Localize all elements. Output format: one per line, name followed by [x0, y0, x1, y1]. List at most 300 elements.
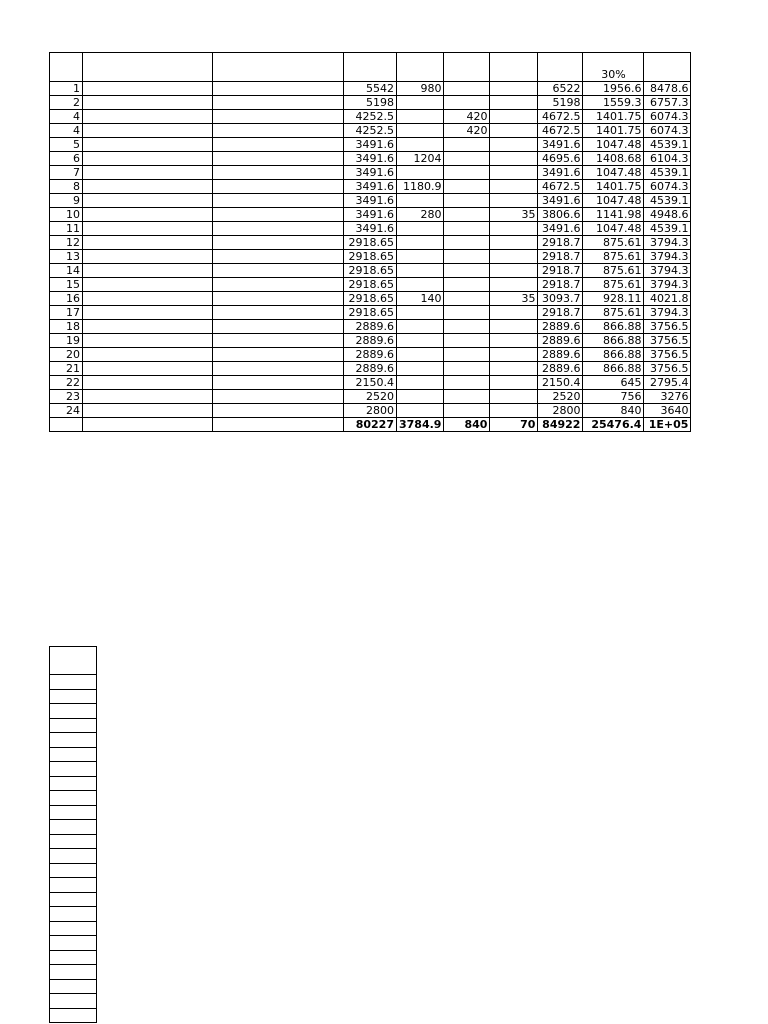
employee-name [83, 292, 213, 306]
signature-row [50, 762, 97, 777]
signature-row [50, 979, 97, 994]
signature-row [50, 965, 97, 980]
table-row [50, 390, 691, 404]
thirty-percent: 1047.48 [583, 222, 644, 236]
signature-row [50, 878, 97, 893]
totals-30-percent: 25476.4 [583, 418, 644, 432]
allowance-a [397, 320, 444, 334]
allowance-c [490, 250, 538, 264]
table-row [50, 292, 691, 306]
allowance-a [397, 376, 444, 390]
row-number: 21 [50, 362, 83, 376]
allowance-b [444, 348, 490, 362]
row-number: 1 [50, 82, 83, 96]
allowance-b [444, 306, 490, 320]
table-row [50, 222, 691, 236]
allowance-a [397, 306, 444, 320]
signature-cell [50, 820, 97, 835]
table-row [50, 194, 691, 208]
thirty-percent: 875.61 [583, 264, 644, 278]
row-number: 12 [50, 236, 83, 250]
grand-total: 4539.1 [644, 194, 691, 208]
job-position [213, 236, 344, 250]
grand-total: 8478.6 [644, 82, 691, 96]
total-amount: 2800 [538, 404, 583, 418]
table-row [50, 278, 691, 292]
table-row [50, 96, 691, 110]
employee-name [83, 152, 213, 166]
allowance-a [397, 362, 444, 376]
employee-name [83, 208, 213, 222]
table-row [50, 348, 691, 362]
employee-name [83, 222, 213, 236]
allowance-c [490, 166, 538, 180]
employee-name [83, 334, 213, 348]
total-amount: 3491.6 [538, 222, 583, 236]
grand-total: 3794.3 [644, 306, 691, 320]
thirty-percent: 1047.48 [583, 194, 644, 208]
basic-salary: 4252.5 [344, 124, 397, 138]
signature-row [50, 747, 97, 762]
row-number: 9 [50, 194, 83, 208]
total-amount: 2918.7 [538, 264, 583, 278]
total-amount: 2918.7 [538, 236, 583, 250]
header-row [50, 53, 691, 82]
job-position [213, 208, 344, 222]
allowance-a [397, 334, 444, 348]
job-position [213, 292, 344, 306]
employee-name [83, 166, 213, 180]
table-row [50, 82, 691, 96]
grand-total: 4539.1 [644, 138, 691, 152]
thirty-percent: 1047.48 [583, 138, 644, 152]
grand-total: 6074.3 [644, 124, 691, 138]
allowance-b [444, 166, 490, 180]
table-row [50, 180, 691, 194]
allowance-b [444, 278, 490, 292]
basic-salary: 2918.65 [344, 306, 397, 320]
employee-name [83, 236, 213, 250]
job-position [213, 250, 344, 264]
signature-row [50, 718, 97, 733]
basic-salary: 2918.65 [344, 278, 397, 292]
payroll-table [49, 52, 691, 432]
table-row [50, 152, 691, 166]
table-row [50, 138, 691, 152]
basic-salary: 2889.6 [344, 320, 397, 334]
signature-row [50, 834, 97, 849]
allowance-b [444, 292, 490, 306]
job-position [213, 82, 344, 96]
grand-total: 3794.3 [644, 264, 691, 278]
allowance-c [490, 348, 538, 362]
row-number: 6 [50, 152, 83, 166]
signature-row [50, 791, 97, 806]
thirty-percent: 875.61 [583, 306, 644, 320]
signature-row [50, 776, 97, 791]
thirty-percent: 1141.98 [583, 208, 644, 222]
allowance-c [490, 404, 538, 418]
allowance-a [397, 138, 444, 152]
basic-salary: 3491.6 [344, 222, 397, 236]
basic-salary: 3491.6 [344, 208, 397, 222]
signature-row [50, 1008, 97, 1023]
grand-total: 3756.5 [644, 320, 691, 334]
row-number: 23 [50, 390, 83, 404]
header-allowance-b [444, 53, 490, 82]
signature-header-row [50, 647, 97, 675]
allowance-c [490, 222, 538, 236]
employee-name [83, 124, 213, 138]
header-number [50, 53, 83, 82]
totals-salary: 80227 [344, 418, 397, 432]
table-row [50, 362, 691, 376]
total-amount: 4672.5 [538, 124, 583, 138]
table-row [50, 320, 691, 334]
allowance-b [444, 82, 490, 96]
signature-cell [50, 733, 97, 748]
allowance-c [490, 306, 538, 320]
allowance-a: 980 [397, 82, 444, 96]
signature-cell [50, 936, 97, 951]
table-row [50, 376, 691, 390]
total-amount: 5198 [538, 96, 583, 110]
row-number: 14 [50, 264, 83, 278]
signature-row [50, 733, 97, 748]
job-position [213, 194, 344, 208]
employee-name [83, 404, 213, 418]
signature-cell [50, 965, 97, 980]
job-position [213, 404, 344, 418]
job-position [213, 124, 344, 138]
job-position [213, 278, 344, 292]
thirty-percent: 1401.75 [583, 110, 644, 124]
total-amount: 2918.7 [538, 250, 583, 264]
table-row [50, 166, 691, 180]
employee-name [83, 96, 213, 110]
allowance-a [397, 348, 444, 362]
signature-cell [50, 950, 97, 965]
header-30-percent: 30% [583, 53, 644, 82]
employee-name [83, 82, 213, 96]
total-amount: 3491.6 [538, 138, 583, 152]
employee-name [83, 138, 213, 152]
allowance-b [444, 138, 490, 152]
header-name [83, 53, 213, 82]
signature-cell [50, 689, 97, 704]
total-amount: 2889.6 [538, 362, 583, 376]
employee-name [83, 250, 213, 264]
basic-salary: 5542 [344, 82, 397, 96]
thirty-percent: 875.61 [583, 250, 644, 264]
signature-row [50, 892, 97, 907]
allowance-c [490, 264, 538, 278]
basic-salary: 5198 [344, 96, 397, 110]
total-amount: 3491.6 [538, 166, 583, 180]
signature-row [50, 849, 97, 864]
allowance-c: 35 [490, 208, 538, 222]
grand-total: 3640 [644, 404, 691, 418]
signature-cell [50, 834, 97, 849]
employee-name [83, 110, 213, 124]
signature-row [50, 936, 97, 951]
totals-row [50, 418, 691, 432]
basic-salary: 2150.4 [344, 376, 397, 390]
allowance-b [444, 264, 490, 278]
allowance-b [444, 152, 490, 166]
thirty-percent: 1047.48 [583, 166, 644, 180]
row-number: 19 [50, 334, 83, 348]
row-number: 16 [50, 292, 83, 306]
allowance-c [490, 376, 538, 390]
thirty-percent: 1408.68 [583, 152, 644, 166]
basic-salary: 3491.6 [344, 138, 397, 152]
signature-cell [50, 863, 97, 878]
grand-total: 3756.5 [644, 362, 691, 376]
table-row [50, 236, 691, 250]
signature-cell [50, 907, 97, 922]
basic-salary: 2889.6 [344, 334, 397, 348]
grand-total: 3276 [644, 390, 691, 404]
allowance-a: 140 [397, 292, 444, 306]
signature-cell [50, 704, 97, 719]
signature-table [49, 646, 97, 1023]
job-position [213, 110, 344, 124]
basic-salary: 4252.5 [344, 110, 397, 124]
table-row [50, 250, 691, 264]
allowance-c [490, 96, 538, 110]
allowance-b [444, 376, 490, 390]
basic-salary: 3491.6 [344, 152, 397, 166]
job-position [213, 264, 344, 278]
thirty-percent: 1559.3 [583, 96, 644, 110]
allowance-c [490, 82, 538, 96]
allowance-b [444, 390, 490, 404]
allowance-c [490, 278, 538, 292]
grand-total: 6074.3 [644, 110, 691, 124]
grand-total: 3756.5 [644, 334, 691, 348]
allowance-c [490, 152, 538, 166]
thirty-percent: 1956.6 [583, 82, 644, 96]
allowance-c [490, 124, 538, 138]
total-amount: 2918.7 [538, 306, 583, 320]
employee-name [83, 264, 213, 278]
totals-label [213, 418, 344, 432]
employee-name [83, 180, 213, 194]
total-amount: 4672.5 [538, 110, 583, 124]
basic-salary: 2520 [344, 390, 397, 404]
basic-salary: 3491.6 [344, 166, 397, 180]
thirty-percent: 840 [583, 404, 644, 418]
total-amount: 4672.5 [538, 180, 583, 194]
basic-salary: 2918.65 [344, 250, 397, 264]
allowance-b [444, 180, 490, 194]
total-amount: 3093.7 [538, 292, 583, 306]
signature-row [50, 921, 97, 936]
header-grand-total [644, 53, 691, 82]
allowance-b [444, 194, 490, 208]
signature-cell [50, 718, 97, 733]
totals-allowance-c: 70 [490, 418, 538, 432]
grand-total: 4948.6 [644, 208, 691, 222]
thirty-percent: 756 [583, 390, 644, 404]
thirty-percent: 875.61 [583, 236, 644, 250]
thirty-percent: 928.11 [583, 292, 644, 306]
total-amount: 3806.6 [538, 208, 583, 222]
signature-cell [50, 675, 97, 690]
signature-cell [50, 805, 97, 820]
allowance-c [490, 138, 538, 152]
total-amount: 2918.7 [538, 278, 583, 292]
basic-salary: 2918.65 [344, 264, 397, 278]
basic-salary: 2800 [344, 404, 397, 418]
grand-total: 6104.3 [644, 152, 691, 166]
header-allowance-c [490, 53, 538, 82]
row-number: 20 [50, 348, 83, 362]
table-row [50, 404, 691, 418]
employee-name [83, 348, 213, 362]
signature-cell [50, 791, 97, 806]
allowance-b [444, 222, 490, 236]
job-position [213, 320, 344, 334]
signature-cell [50, 878, 97, 893]
allowance-a [397, 124, 444, 138]
thirty-percent: 875.61 [583, 278, 644, 292]
signature-header [50, 647, 97, 675]
row-number: 8 [50, 180, 83, 194]
table-row [50, 124, 691, 138]
allowance-a [397, 236, 444, 250]
allowance-b [444, 334, 490, 348]
basic-salary: 2889.6 [344, 362, 397, 376]
job-position [213, 334, 344, 348]
allowance-b [444, 96, 490, 110]
allowance-b: 420 [444, 110, 490, 124]
employee-name [83, 362, 213, 376]
signature-row [50, 907, 97, 922]
row-number: 13 [50, 250, 83, 264]
allowance-a [397, 264, 444, 278]
allowance-c: 35 [490, 292, 538, 306]
allowance-c [490, 334, 538, 348]
thirty-percent: 866.88 [583, 348, 644, 362]
allowance-c [490, 320, 538, 334]
total-amount: 2889.6 [538, 348, 583, 362]
job-position [213, 362, 344, 376]
row-number: 22 [50, 376, 83, 390]
allowance-b [444, 320, 490, 334]
allowance-c [490, 390, 538, 404]
signature-row [50, 675, 97, 690]
signature-row [50, 820, 97, 835]
total-amount: 4695.6 [538, 152, 583, 166]
allowance-a [397, 166, 444, 180]
signature-cell [50, 762, 97, 777]
allowance-a [397, 110, 444, 124]
job-position [213, 152, 344, 166]
grand-total: 3794.3 [644, 236, 691, 250]
allowance-a: 1204 [397, 152, 444, 166]
employee-name [83, 194, 213, 208]
table-row [50, 264, 691, 278]
row-number: 7 [50, 166, 83, 180]
table-row [50, 110, 691, 124]
job-position [213, 376, 344, 390]
employee-name [83, 320, 213, 334]
signature-cell [50, 921, 97, 936]
signature-row [50, 805, 97, 820]
allowance-a [397, 278, 444, 292]
table-row [50, 306, 691, 320]
allowance-b [444, 236, 490, 250]
allowance-c [490, 194, 538, 208]
employee-name [83, 376, 213, 390]
grand-total: 4539.1 [644, 166, 691, 180]
job-position [213, 390, 344, 404]
job-position [213, 138, 344, 152]
totals-allowance-a: 3784.9 [397, 418, 444, 432]
basic-salary: 3491.6 [344, 194, 397, 208]
job-position [213, 348, 344, 362]
job-position [213, 222, 344, 236]
row-number: 10 [50, 208, 83, 222]
signature-row [50, 950, 97, 965]
totals-name [83, 418, 213, 432]
allowance-a [397, 404, 444, 418]
allowance-b [444, 362, 490, 376]
allowance-c [490, 236, 538, 250]
job-position [213, 166, 344, 180]
row-number: 17 [50, 306, 83, 320]
grand-total: 4539.1 [644, 222, 691, 236]
signature-row [50, 704, 97, 719]
signature-cell [50, 892, 97, 907]
signature-cell [50, 1008, 97, 1023]
total-amount: 2889.6 [538, 334, 583, 348]
signature-body [50, 675, 97, 1023]
grand-total: 2795.4 [644, 376, 691, 390]
totals-grand-total: 1E+05 [644, 418, 691, 432]
basic-salary: 2918.65 [344, 236, 397, 250]
allowance-a [397, 390, 444, 404]
grand-total: 6074.3 [644, 180, 691, 194]
signature-cell [50, 747, 97, 762]
row-number: 4 [50, 110, 83, 124]
header-allowance-a [397, 53, 444, 82]
signature-cell [50, 994, 97, 1009]
header-total [538, 53, 583, 82]
allowance-a: 280 [397, 208, 444, 222]
total-amount: 6522 [538, 82, 583, 96]
allowance-b [444, 250, 490, 264]
grand-total: 3794.3 [644, 278, 691, 292]
row-number: 4 [50, 124, 83, 138]
row-number: 5 [50, 138, 83, 152]
thirty-percent: 645 [583, 376, 644, 390]
basic-salary: 2918.65 [344, 292, 397, 306]
allowance-a [397, 250, 444, 264]
table-row [50, 334, 691, 348]
job-position [213, 180, 344, 194]
total-amount: 2889.6 [538, 320, 583, 334]
employee-name [83, 390, 213, 404]
allowance-a: 1180.9 [397, 180, 444, 194]
allowance-b: 420 [444, 124, 490, 138]
row-number: 2 [50, 96, 83, 110]
allowance-c [490, 362, 538, 376]
signature-row [50, 863, 97, 878]
totals-number [50, 418, 83, 432]
